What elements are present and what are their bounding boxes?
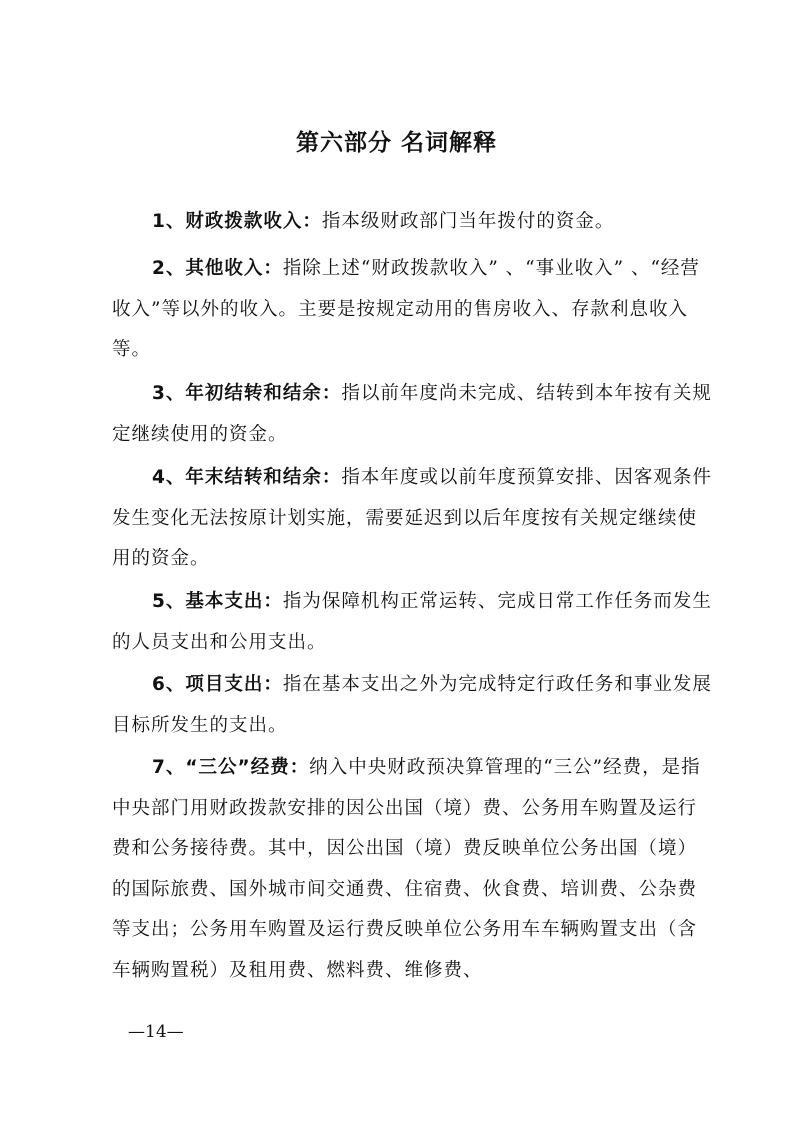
term-definition: 指为保障机构正常运转、完成日常工作任务而发生的人员支出和公用支出。 xyxy=(112,591,712,653)
term-definition: 指本级财政部门当年拨付的资金。 xyxy=(321,211,615,232)
definition-6 xyxy=(112,665,712,746)
term-label: 3、年初结转和结余： xyxy=(152,383,342,404)
definition-3 xyxy=(112,374,712,455)
definition-4 xyxy=(112,458,712,580)
term-definition: 指以前年度尚未完成、结转到本年按有关规定继续使用的资金。 xyxy=(112,383,712,445)
term-definition: 纳入中央财政预决算管理的“三公”经费，是指中央部门用财政拨款安排的因公出国（境）费、公务用车购置及运行费和公务接待费。其中，因公出国（境）费反映单位公务出国（境）的国际旅费、国外城市间交通费、住宿费、伙食费、培训费、公杂费等支出；公务用车购置及运行费反映单位公务用车车辆购置支出（含车辆购置税）及租用费、燃料费、维修费、 xyxy=(112,757,701,981)
term-definition: 指在基本支出之外为完成特定行政任务和事业发展目标所发生的支出。 xyxy=(112,674,712,736)
term-label: 2、其他收入： xyxy=(152,258,283,279)
definition-5 xyxy=(112,582,712,663)
term-label: 1、财政拨款收入： xyxy=(152,211,322,232)
term-label: 6、项目支出： xyxy=(152,674,283,695)
definition-7 xyxy=(112,748,712,991)
page-title: 第六部分 名词解释 xyxy=(295,130,497,156)
term-label: 7、“三公”经费： xyxy=(152,757,310,778)
definition-1 xyxy=(112,202,712,243)
term-definition: 指除上述“财政拨款收入” 、“事业收入” 、“经营收入”等以外的收入。主要是按规定动用的售房收入、存款利息收入等。 xyxy=(112,258,700,360)
term-label: 4、年末结转和结余： xyxy=(152,467,342,488)
term-label: 5、基本支出： xyxy=(152,591,283,612)
page-number: —14— xyxy=(128,1022,184,1042)
term-definition: 指本年度或以前年度预算安排、因客观条件发生变化无法按原计划实施，需要延迟到以后年度按有关规定继续使用的资金。 xyxy=(112,467,712,569)
definition-2 xyxy=(112,249,712,371)
